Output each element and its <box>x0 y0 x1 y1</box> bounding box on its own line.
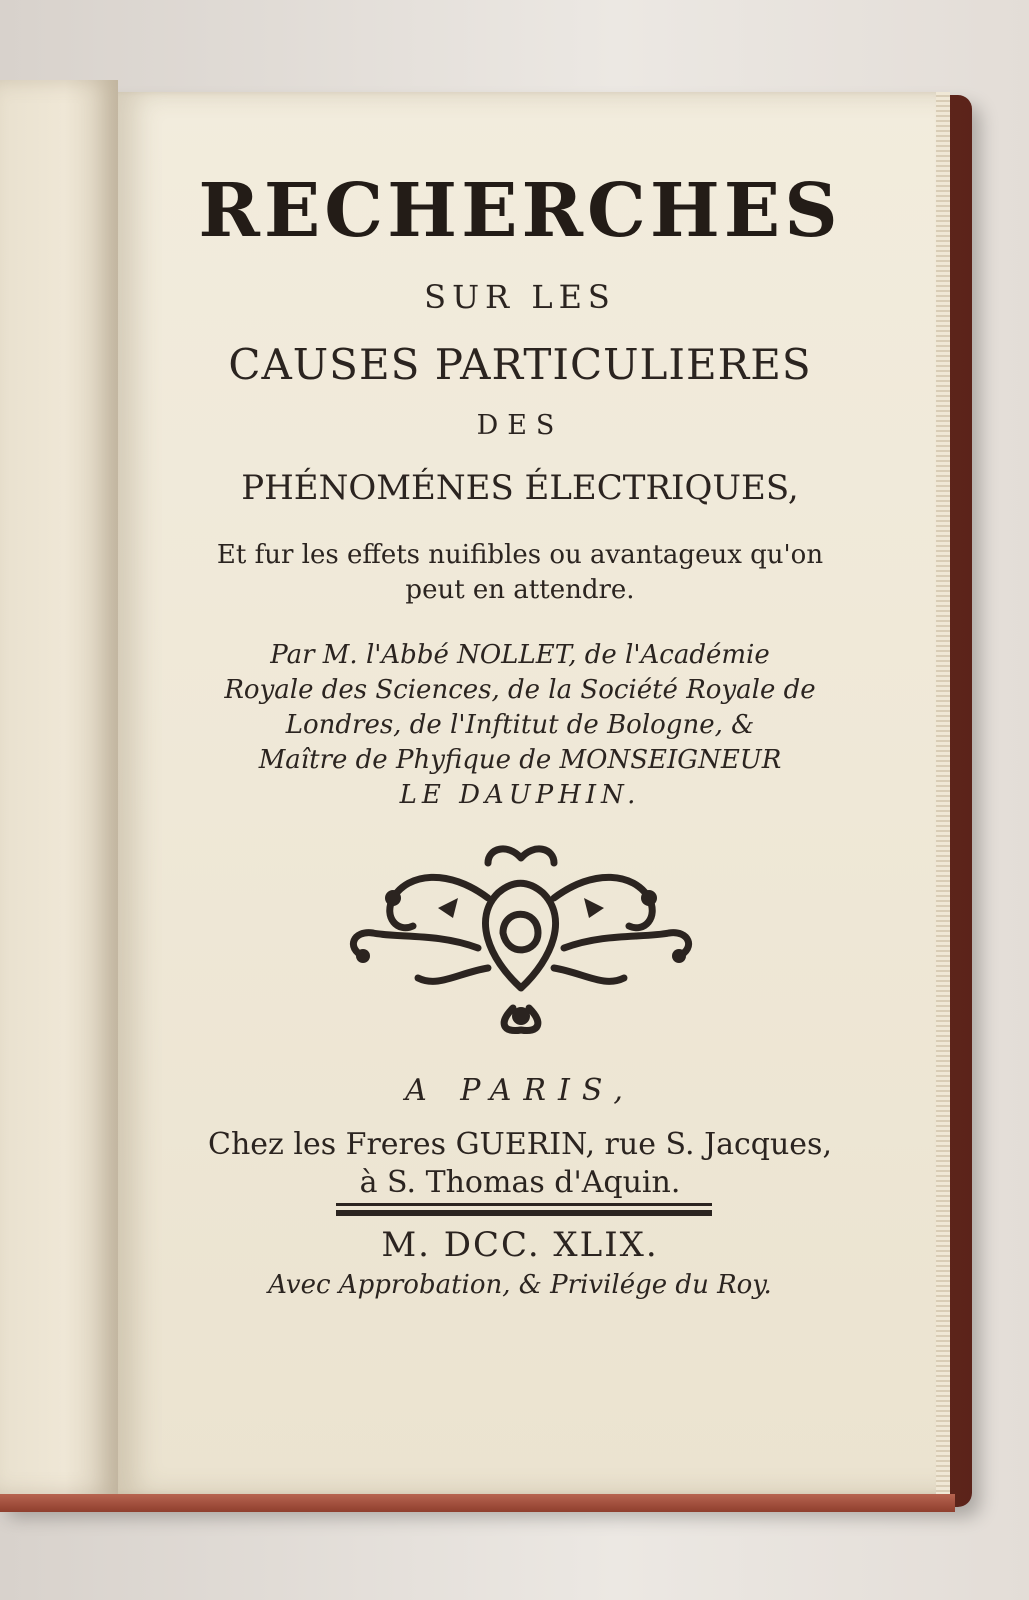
imprint-publisher-line-2: à S. Thomas d'Aquin. <box>359 1165 681 1200</box>
title-line-phenomenes: PHÉNOMÉNES ÉLECTRIQUES, <box>241 468 799 508</box>
author-line-5: LE DAUPHIN. <box>399 780 641 810</box>
page-edges <box>936 92 950 1494</box>
privilege-line: Avec Approbation, & Privilége du Roy. <box>268 1270 772 1300</box>
left-page <box>0 80 118 1495</box>
cover-bottom-edge <box>0 1494 955 1512</box>
printer-ornament-icon <box>338 838 704 1038</box>
imprint-city: A PARIS, <box>405 1073 635 1108</box>
imprint-publisher-line-1: Chez les Freres GUERIN, rue S. Jacques, <box>207 1127 832 1162</box>
imprint-rule-thick <box>336 1210 712 1216</box>
title-line-sur: SUR LES <box>424 278 616 316</box>
main-title: RECHERCHES <box>198 168 842 254</box>
subtitle-line-1: Et fur les effets nuifibles ou avantageux qu'on <box>216 540 824 570</box>
author-line-1: Par M. l'Abbé NOLLET, de l'Académie <box>270 640 770 670</box>
title-line-causes: CAUSES PARTICULIERES <box>228 340 812 389</box>
title-line-des: DES <box>476 410 564 441</box>
imprint-date: M. DCC. XLIX. <box>381 1225 659 1265</box>
author-line-2: Royale des Sciences, de la Société Royale de <box>224 675 816 705</box>
subtitle-line-2: peut en attendre. <box>405 575 635 605</box>
author-line-4: Maître de Phyfique de MONSEIGNEUR <box>258 745 782 775</box>
imprint-rule-thin <box>336 1203 712 1206</box>
author-line-3: Londres, de l'Inftitut de Bologne, & <box>285 710 755 740</box>
